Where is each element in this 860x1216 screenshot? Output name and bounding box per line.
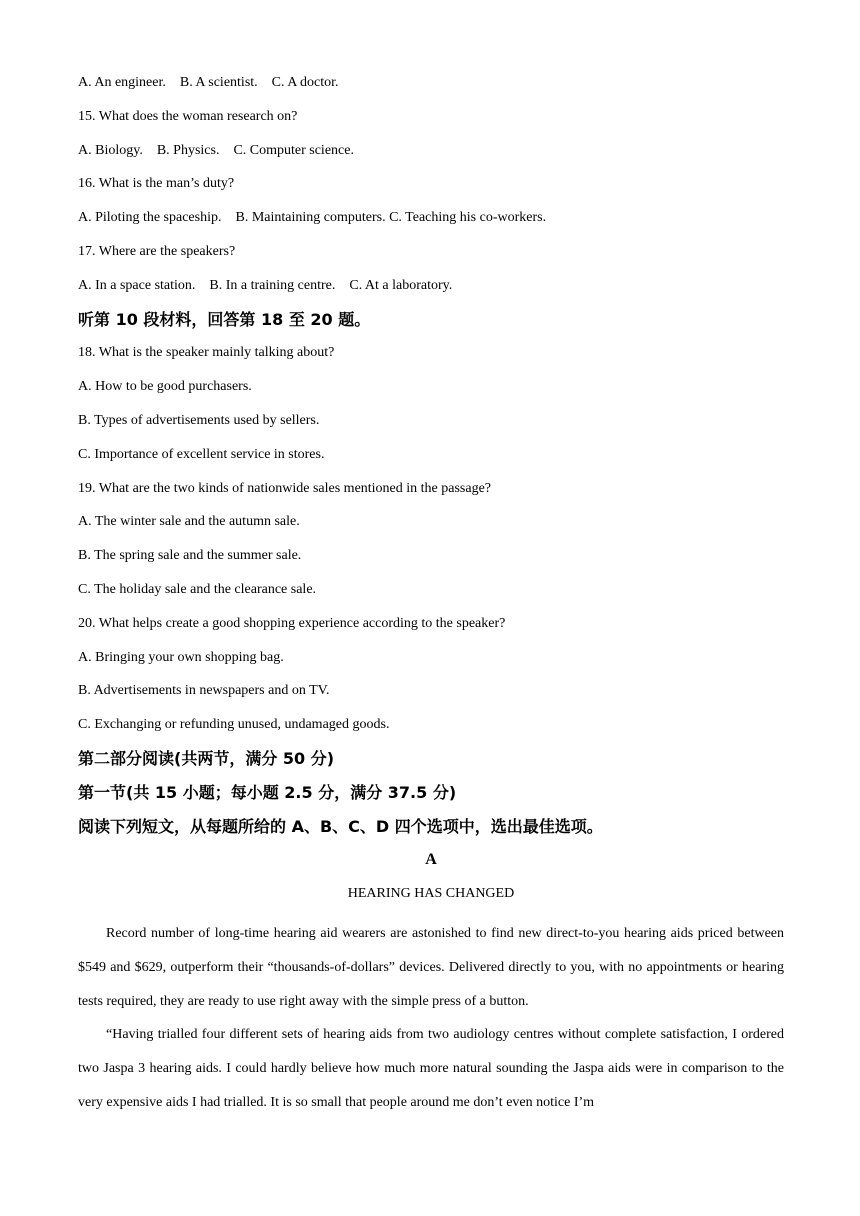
text-line: C. Exchanging or refunding unused, undamaged goods. <box>78 717 390 733</box>
section-heading: 阅读下列短文，从每题所给的 A、B、C、D 四个选项中，选出最佳选项。 <box>78 816 603 836</box>
passage-title: HEARING HAS CHANGED <box>347 886 515 902</box>
text-line: A. Bringing your own shopping bag. <box>78 649 284 665</box>
text-line: B. Advertisements in newspapers and on TV. <box>78 683 330 699</box>
text-line: A. Piloting the spaceship. B. Maintaining computers. C. Teaching his co-workers. <box>78 210 547 226</box>
passage-paragraph-2: “Having trialled four different sets of hearing aids from two audiology centres without complete satisfaction, I ordered two Jaspa 3 hearing aids. I could hardly believe how much more natural sounding the Jaspa aids were in comparison to the very expensive aids I had trialled. It is so small that people around me don’t even notice I’m <box>78 1027 784 1110</box>
text-line: B. The spring sale and the summer sale. <box>78 548 302 564</box>
text-line: A. How to be good purchasers. <box>78 379 252 395</box>
text-line: 20. What helps create a good shopping experience according to the speaker? <box>78 615 506 631</box>
text-line: 17. Where are the speakers? <box>78 243 236 259</box>
text-line: C. The holiday sale and the clearance sale. <box>78 581 317 597</box>
text-line: B. Types of advertisements used by sellers. <box>78 412 320 428</box>
document-page <box>78 72 784 1120</box>
text-line: 18. What is the speaker mainly talking about? <box>78 345 335 361</box>
question-lines <box>78 72 784 849</box>
section-heading: 听第 10 段材料，回答第 18 至 20 题。 <box>78 309 371 329</box>
passage-paragraph-1: Record number of long-time hearing aid wearers are astonished to find new direct-to-you hearing aids priced between $549 and $629, outperform their “thousands-of-dollars” devices. Delivered directly to you, with no appointments or hearing tests required, they are ready to use right away with the simple press of a button. <box>78 925 784 1009</box>
text-line: A. In a space station. B. In a training centre. C. At a laboratory. <box>78 277 453 293</box>
text-line: 15. What does the woman research on? <box>78 108 298 124</box>
section-heading: 第二部分阅读(共两节，满分 50 分) <box>78 748 335 768</box>
text-line: A. Biology. B. Physics. C. Computer science. <box>78 142 354 158</box>
text-line: 16. What is the man’s duty? <box>78 176 235 192</box>
text-line: A. The winter sale and the autumn sale. <box>78 514 300 530</box>
text-line: C. Importance of excellent service in stores. <box>78 446 325 462</box>
text-line: A. An engineer. B. A scientist. C. A doctor. <box>78 75 339 90</box>
passage-label: A <box>425 851 437 869</box>
section-heading: 第一节(共 15 小题；每小题 2.5 分，满分 37.5 分) <box>78 782 457 802</box>
text-line: 19. What are the two kinds of nationwide sales mentioned in the passage? <box>78 480 492 496</box>
